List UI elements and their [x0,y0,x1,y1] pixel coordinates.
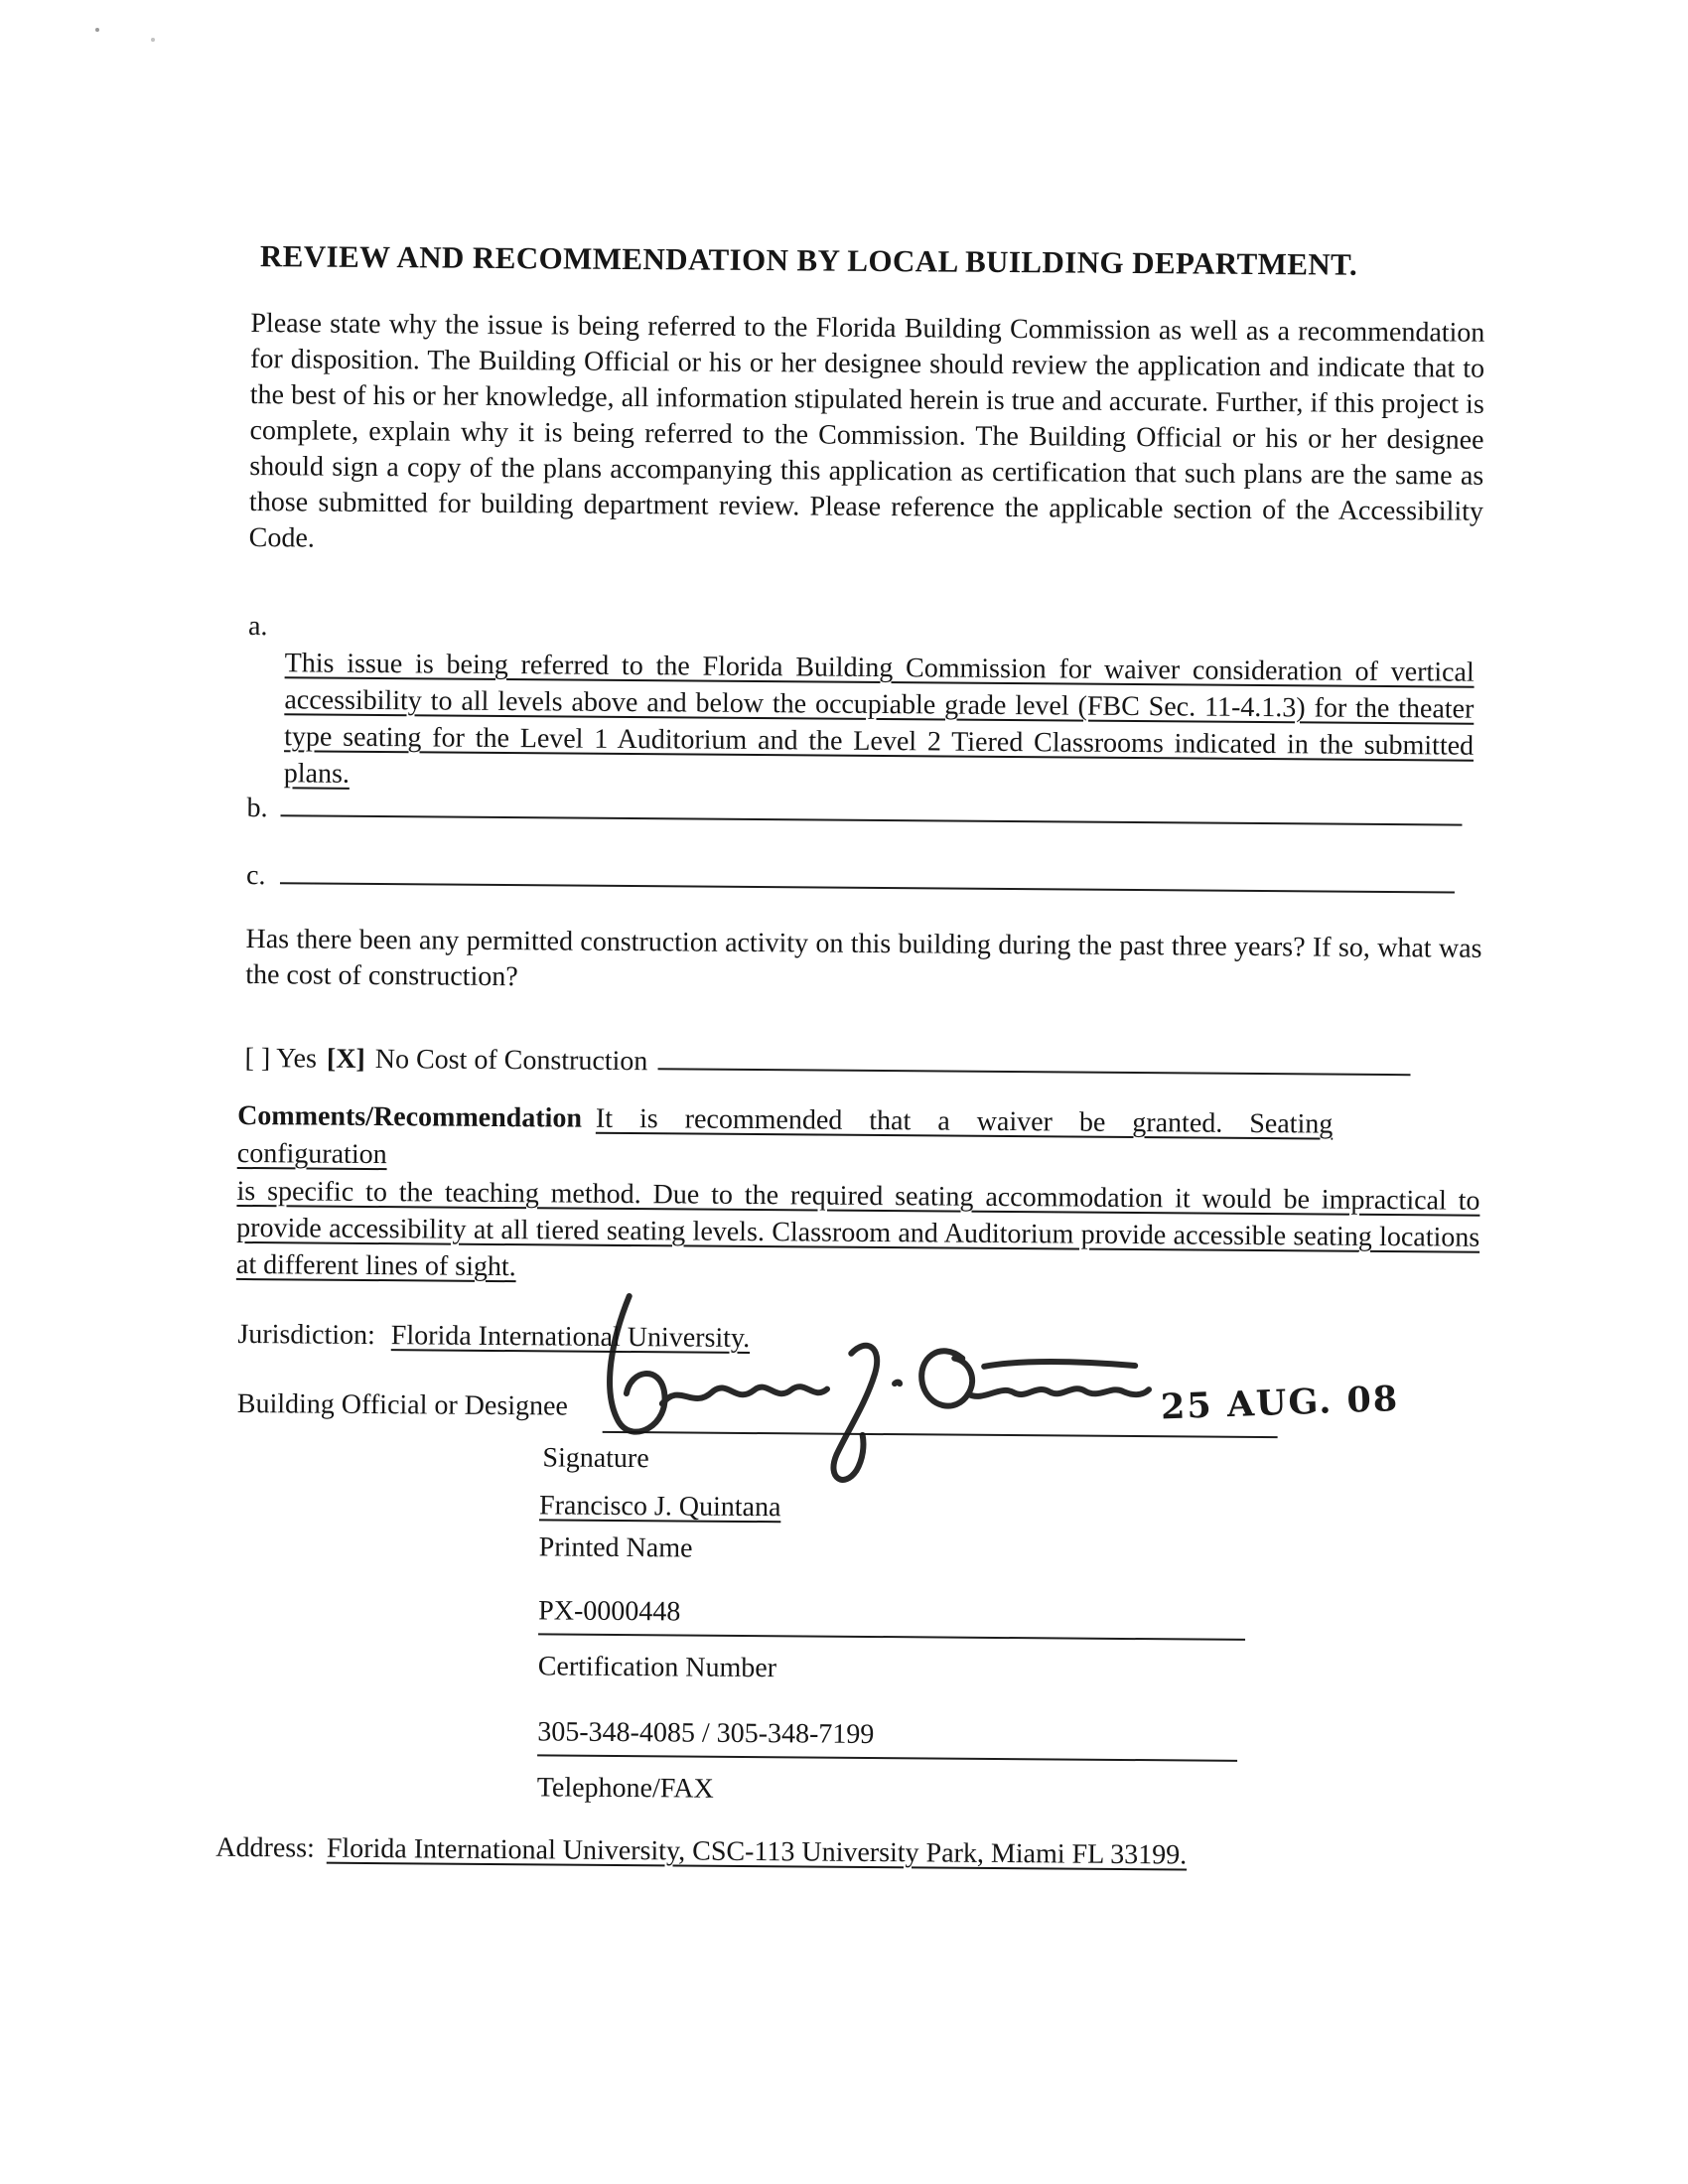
comments-line1-text: It is recommended that a waiver be granted. Seating [595,1102,1334,1140]
certification-number-value: PX-0000448 [538,1595,681,1628]
telephone-fax-line [537,1716,1237,1762]
certification-number-label: Certification Number [537,1651,777,1684]
address-line [215,1832,1187,1872]
comments-body-text: is specific to the teaching method. Due to the required seating accommodation it would be impractical to provide accessibility at all tiered seating levels. Classroom and Auditorium provide accessible seating locations at different lines of sight. [235,1175,1480,1283]
printed-name-label: Printed Name [538,1531,693,1564]
referral-item-a [247,608,1475,801]
comments-label: Comments/Recommendation [237,1099,583,1134]
address-value: Florida International University, CSC-113 University Park, Miami FL 33199. [326,1832,1188,1871]
building-official-label: Building Official or Designee [236,1387,569,1422]
handwritten-date: 25 AUG. 08 [1160,1378,1400,1428]
jurisdiction-value: Florida International University. [390,1320,751,1355]
construction-activity-question: Has there been any permitted construction activity on this building during the past three years? If so, what was the cost of construction? [245,924,1482,993]
item-c-label: c. [245,860,266,892]
item-a-text: This issue is being referred to the Florida Building Commission for waiver consideration of vertical accessibility to all levels above and below the occupiable grade level (FBC Sec. 11-4.1.3) for the theater type seating for the Level 1 Auditorium and the Level 2 Tiered Classrooms indicated in the submitted plans. [283,648,1475,790]
cost-blank-line [657,1038,1410,1076]
referral-item-b [246,785,1477,834]
comments-line2-text: configuration [236,1137,387,1171]
cost-of-construction-line [244,1035,1480,1085]
comments-section [236,1097,1480,1293]
printed-name-value: Francisco J. Quintana [538,1490,781,1524]
no-checkbox-checked: [X] [326,1043,365,1075]
yes-checkbox-label: [ ] Yes [244,1042,318,1075]
signature-caption: Signature [542,1442,649,1475]
item-b-label: b. [246,793,268,824]
item-a-label: a. [247,611,268,643]
jurisdiction-label: Jurisdiction: [237,1318,375,1352]
document-title: REVIEW AND RECOMMENDATION BY LOCAL BUILDING DEPARTMENT. [259,238,1358,282]
address-label: Address: [215,1831,316,1864]
telephone-fax-label: Telephone/FAX [536,1772,714,1805]
intro-paragraph: Please state why the issue is being referred to the Florida Building Commission as well as a recommendation for disposition. The Building Official or his or her designee should review the application and indicate that to the best of his or her knowledge, all information stipulated herein is true and accurate. Further, if this project is complete, explain why it is being referred to the Commission. The Building Official or his or her designee should sign a copy of the plans accompanying this application as certification that such plans are the same as those submitted for building department review. Please reference the applicable section of the Accessibility Code. [248,308,1485,554]
no-cost-label: No Cost of Construction [374,1044,648,1078]
item-c-blank-line [280,852,1455,893]
referral-item-c [246,852,1477,902]
telephone-fax-value: 305-348-4085 / 305-348-7199 [537,1716,875,1750]
certification-number-line [538,1595,1245,1641]
